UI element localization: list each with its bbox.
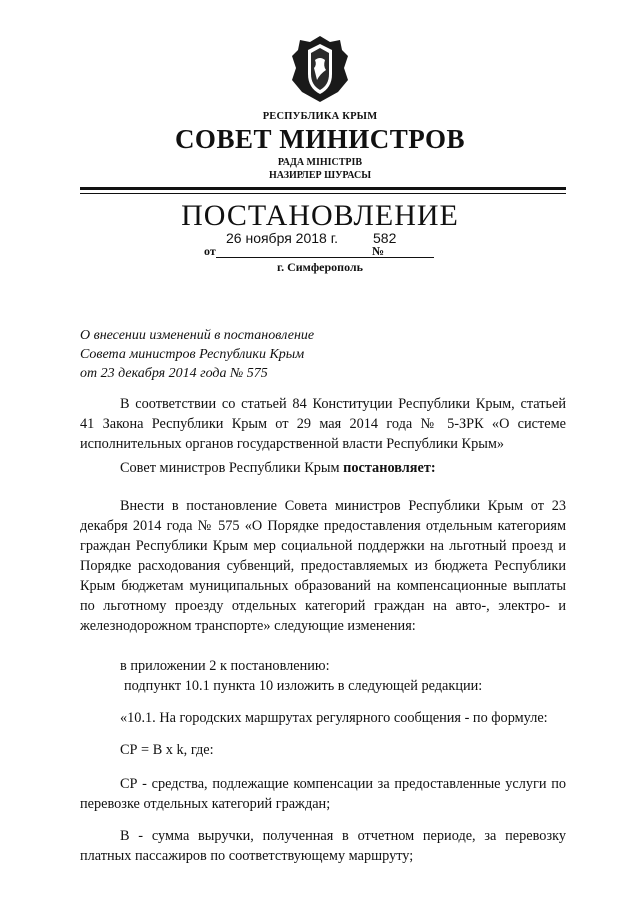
council-title-crimean-tatar: НАЗИРЛЕР ШУРАСЫ bbox=[268, 170, 372, 181]
date-underline bbox=[216, 257, 396, 258]
header-rule-thick bbox=[80, 187, 566, 190]
appendix-line: в приложении 2 к постановлению: bbox=[120, 658, 330, 674]
header-rule-thin bbox=[80, 193, 566, 194]
subclause-line: подпункт 10.1 пункта 10 изложить в следующей редакции: bbox=[124, 678, 483, 694]
definition-b-paragraph: В - сумма выручки, полученная в отчетном периоде, за перевозку платных пассажиров по соответствующему маршруту; bbox=[80, 828, 566, 864]
subject-line-2: Совета министров Республики Крым bbox=[80, 347, 305, 362]
republic-name: РЕСПУБЛИКА КРЫМ bbox=[262, 111, 378, 122]
resolution-line bbox=[120, 460, 436, 477]
date-label: от bbox=[204, 244, 216, 258]
resolution-verb: постановляет: bbox=[343, 460, 436, 476]
subject-line-1: О внесении изменений в постановление bbox=[80, 328, 315, 343]
handwritten-date: 26 ноября 2018 г. bbox=[226, 230, 338, 246]
number-underline bbox=[384, 257, 434, 258]
coat-of-arms-emblem bbox=[286, 34, 354, 104]
handwritten-number: 582 bbox=[373, 230, 397, 246]
amendment-paragraph: Внести в постановление Совета министров Республики Крым от 23 декабря 2014 года № 575 «О Порядке предоставления отдельным категориям граждан Республики Крым мер социальной поддержки на льготный проезд и Порядке расходования субвенций, предоставляемых из бюджета Республики Крым бюджетам муниципальных образований на компенсационные выплаты по льготному проезду отдельных категорий граждан на авто-, электро- и железнодорожном транспорте» следующие изменения: bbox=[80, 498, 566, 634]
clause-10-1-line: «10.1. На городских маршрутах регулярного сообщения - по формуле: bbox=[120, 710, 548, 726]
number-label: № bbox=[372, 244, 385, 258]
subject-line-3: от 23 декабря 2014 года № 575 bbox=[80, 366, 268, 381]
council-title-ukrainian: РАДА МІНІСТРІВ bbox=[277, 157, 363, 168]
city-name: г. Симферополь bbox=[277, 260, 363, 274]
definition-cp-paragraph: СР - средства, подлежащие компенсации за предоставленные услуги по перевозке отдельных категорий граждан; bbox=[80, 776, 566, 812]
preamble-paragraph: В соответствии со статьей 84 Конституции Республики Крым, статьей 41 Закона Республики Крым от 29 мая 2014 года № 5-ЗРК «О системе исполнительных органов государственной власти Республики Крым» bbox=[80, 396, 566, 452]
formula-line: СР = В x k, где: bbox=[120, 742, 214, 758]
council-title: СОВЕТ МИНИСТРОВ bbox=[174, 124, 466, 154]
document-type-title: ПОСТАНОВЛЕНИЕ bbox=[181, 199, 459, 232]
resolution-text: Совет министров Республики Крым bbox=[120, 460, 344, 476]
